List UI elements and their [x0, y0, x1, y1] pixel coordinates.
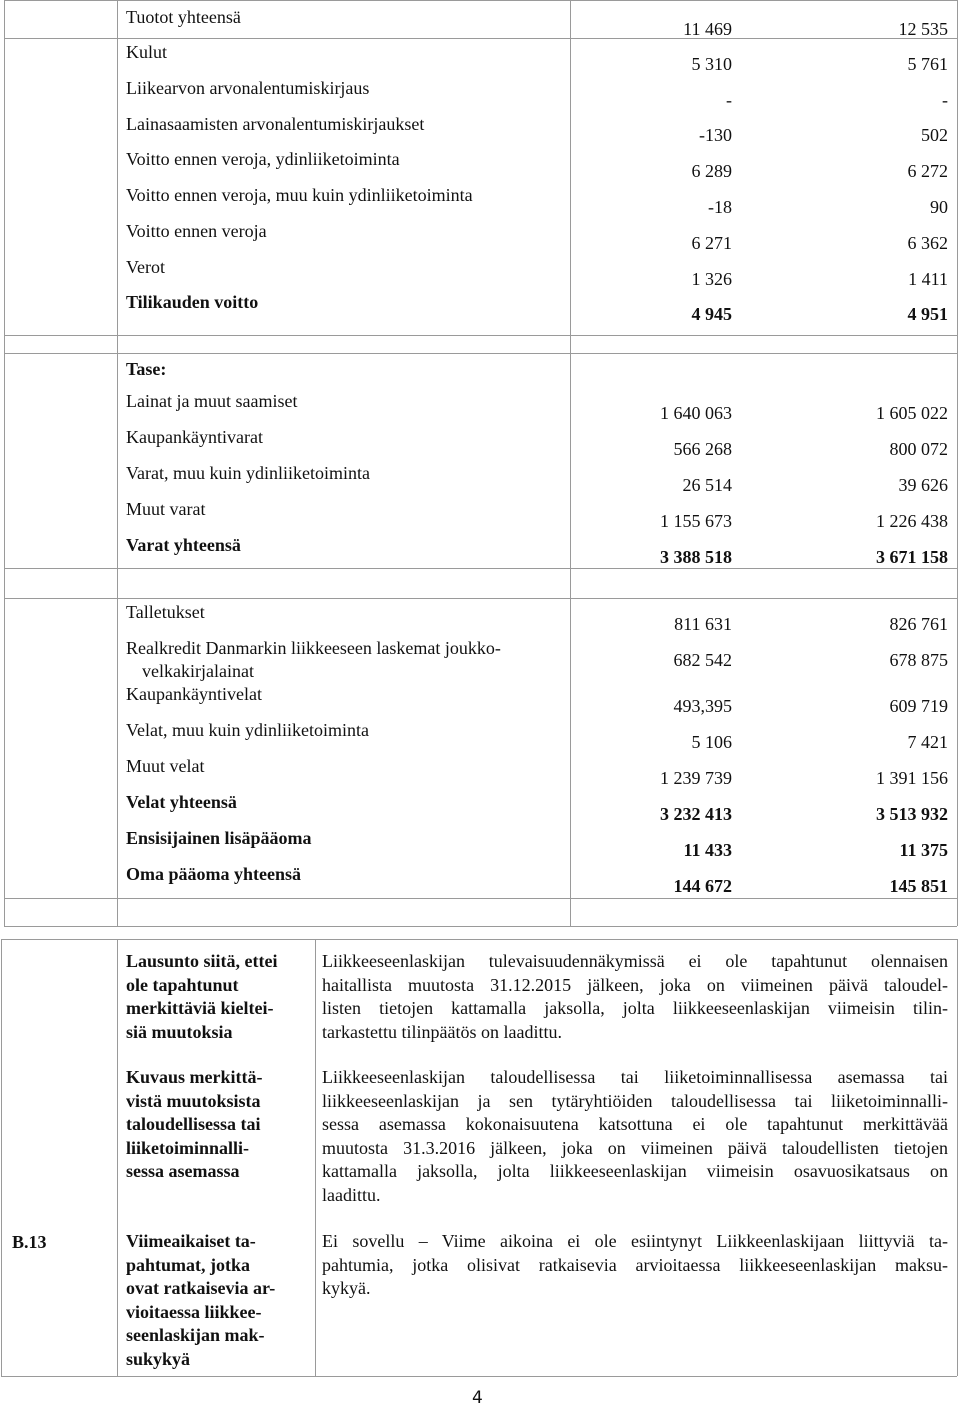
table-divider [117, 939, 118, 1376]
section-heading-line: ole tapahtunut [126, 974, 239, 995]
section-heading-line: sukykyä [126, 1348, 191, 1369]
liability-row-value-2015: 678 875 [889, 650, 948, 670]
section-text-line: Liikkeeseenlaskijan tulevaisuudennäkymissä ei ole tapahtunut olennaisen [322, 951, 948, 971]
liability-row-label: Talletukset [126, 602, 205, 622]
income-row-label: Verot [126, 257, 165, 277]
asset-row-label: Muut varat [126, 499, 206, 519]
asset-row-value-2016: 26 514 [682, 475, 732, 495]
page-number: 4 [472, 1388, 483, 1408]
income-row-label: Liikearvon arvonalentumiskirjaus [126, 78, 370, 98]
asset-row-value-2016: 1 640 063 [660, 403, 732, 423]
asset-row-value-2015: 3 671 158 [876, 547, 948, 567]
asset-row-value-2015: 800 072 [889, 439, 948, 459]
liability-row-label: Velat yhteensä [126, 792, 237, 812]
liability-row-label: Velat, muu kuin ydinliiketoiminta [126, 720, 369, 740]
income-row-value-2016: 6 289 [691, 161, 732, 181]
section-heading-line: Viimeaikaiset ta- [126, 1231, 256, 1251]
income-row-value-2016: - [726, 90, 732, 110]
table-rule [4, 926, 957, 927]
asset-row-value-2016: 566 268 [673, 439, 732, 459]
section-text-line: liikkeeseenlaskijan ja sen tytäryhtiöiden taloudellisessa tai liiketoiminnalli- [322, 1090, 948, 1111]
income-row-value-2016: 6 271 [691, 233, 732, 253]
section-text-line: listen tietojen kattamalla jaksolla, jolta liikkeeseenlaskijan viimeisin tilin- [322, 998, 948, 1018]
section-number: B.13 [12, 1232, 47, 1252]
section-heading-line: Kuvaus merkittä- [126, 1067, 263, 1087]
liability-row-value-2016: 1 239 739 [660, 768, 732, 788]
income-row-value-2015: 502 [921, 125, 948, 145]
liability-row-value-2016: 682 542 [673, 650, 732, 670]
table-rule [4, 568, 957, 569]
liability-row-value-2016: 493,395 [673, 696, 732, 716]
table-border-left [4, 0, 5, 926]
table-rule [4, 598, 957, 599]
income-row-value-2015: 6 272 [907, 161, 948, 181]
table-rule [4, 335, 957, 336]
liability-row-value-2015: 826 761 [889, 614, 948, 634]
income-row-value-2015: 6 362 [907, 233, 948, 253]
section-text-line: muutosta 31.3.2016 jälkeen, joka on viimeinen päivä taloudellisten tietojen [322, 1137, 948, 1158]
liability-row-value-2015: 1 391 156 [876, 768, 948, 788]
income-row-label: Lainasaamisten arvonalentumiskirjaukset [126, 114, 425, 134]
income-row-value-2016: -18 [708, 197, 732, 217]
table-divider [117, 0, 118, 926]
liability-row-value-2015: 145 851 [889, 876, 948, 896]
liability-row-label: Muut velat [126, 756, 205, 776]
section-text-line: haitallista muutosta 31.12.2015 jälkeen, joka on viimeinen päivä taloudel- [322, 974, 948, 995]
liability-row-value-2015: 609 719 [889, 696, 948, 716]
section-text-line: Ei sovellu – Viime aikoina ei ole esiintynyt Liikkeenlaskijaan liittyviä ta- [322, 1231, 948, 1251]
income-row-value-2015: 4 951 [907, 304, 948, 324]
section-heading-line: vioitaessa liikkee- [126, 1301, 262, 1322]
asset-row-value-2016: 1 155 673 [660, 511, 732, 531]
liability-row-value-2015: 11 375 [899, 840, 948, 860]
income-row-value-2015: - [942, 90, 948, 110]
section-heading-line: taloudellisessa tai [126, 1114, 261, 1134]
section-heading-line: merkittäviä kieltei- [126, 998, 274, 1018]
section-heading-line: seenlaskijan mak- [126, 1325, 265, 1345]
section-text-line: sessa asemassa kokonaisuutena katsottuna ei ole tapahtunut merkittävää [322, 1114, 948, 1134]
asset-row-label: Varat yhteensä [126, 535, 241, 555]
asset-row-value-2015: 39 626 [898, 475, 948, 495]
section-heading-line: sessa asemassa [126, 1161, 240, 1181]
table-divider [315, 939, 316, 1376]
section-text-line: Liikkeeseenlaskijan taloudellisessa tai liiketoiminnallisessa asemassa tai [322, 1067, 948, 1087]
liability-row-value-2016: 11 433 [683, 840, 732, 860]
liability-row-value-2016: 3 232 413 [660, 804, 732, 824]
income-row-value-2015: 12 535 [898, 19, 948, 39]
section-text-line: tarkastettu tilinpäätös on laadittu. [322, 1021, 562, 1042]
section-text-line: laadittu. [322, 1184, 381, 1205]
section-heading-line: Lausunto siitä, ettei [126, 951, 278, 971]
asset-row-label: Lainat ja muut saamiset [126, 391, 298, 411]
income-row-value-2016: 4 945 [691, 304, 732, 324]
income-row-label: Voitto ennen veroja, ydinliiketoiminta [126, 149, 400, 169]
section-heading-line: siä muutoksia [126, 1021, 233, 1042]
table-border-right [957, 0, 958, 926]
liability-row-label: Realkredit Danmarkin liikkeeseen laskemat joukko- [126, 638, 501, 658]
asset-row-value-2016: 3 388 518 [660, 547, 732, 567]
table-rule [4, 898, 957, 899]
table-border-right [957, 939, 958, 1376]
section-heading-line: vistä muutoksista [126, 1090, 261, 1111]
section-text-line: kykyä. [322, 1278, 371, 1298]
asset-row-label: Kaupankäyntivarat [126, 427, 263, 447]
liability-row-value-2015: 7 421 [907, 732, 948, 752]
liability-row-value-2015: 3 513 932 [876, 804, 948, 824]
table-rule [1, 939, 957, 940]
table-rule [4, 0, 957, 1]
income-row-value-2016: 11 469 [683, 19, 732, 39]
section-heading-line: ovat ratkaisevia ar- [126, 1278, 276, 1298]
liability-row-value-2016: 5 106 [691, 732, 732, 752]
section-heading-line: liiketoiminnalli- [126, 1137, 250, 1158]
section-heading-line: pahtumat, jotka [126, 1254, 251, 1275]
table-rule [1, 1376, 957, 1377]
income-row-label: Tuotot yhteensä [126, 7, 241, 27]
liability-row-label: Ensisijainen lisäpääoma [126, 828, 312, 848]
asset-row-label: Varat, muu kuin ydinliiketoiminta [126, 463, 370, 483]
income-row-value-2015: 5 761 [907, 54, 948, 74]
liability-row-label-cont: velkakirjalainat [142, 661, 254, 681]
liability-row-label: Kaupankäyntivelat [126, 684, 262, 704]
income-row-value-2016: -130 [699, 125, 732, 145]
income-row-label: Kulut [126, 42, 168, 62]
income-row-value-2016: 1 326 [691, 269, 732, 289]
income-row-value-2016: 5 310 [691, 54, 732, 74]
asset-row-value-2015: 1 605 022 [876, 403, 948, 423]
section-text-line: pahtumia, jotka olisivat ratkaisevia arvioitaessa liikkeeseenlaskijan maksu- [322, 1254, 948, 1275]
liability-row-value-2016: 144 672 [673, 876, 732, 896]
section-text-line: kattamalla jaksolla, jolta liikkeeseenlaskijan viimeisin osavuosikatsaus on [322, 1161, 948, 1181]
liability-row-value-2016: 811 631 [674, 614, 732, 634]
table-border-left [1, 939, 2, 1376]
income-row-value-2015: 1 411 [908, 269, 948, 289]
income-row-label: Tilikauden voitto [126, 292, 259, 312]
balance-heading: Tase: [126, 359, 167, 379]
income-row-value-2015: 90 [930, 197, 948, 217]
table-rule [4, 353, 957, 354]
income-row-label: Voitto ennen veroja, muu kuin ydinliiketoiminta [126, 185, 473, 205]
income-row-label: Voitto ennen veroja [126, 221, 267, 241]
liability-row-label: Oma pääoma yhteensä [126, 864, 301, 884]
asset-row-value-2015: 1 226 438 [876, 511, 948, 531]
